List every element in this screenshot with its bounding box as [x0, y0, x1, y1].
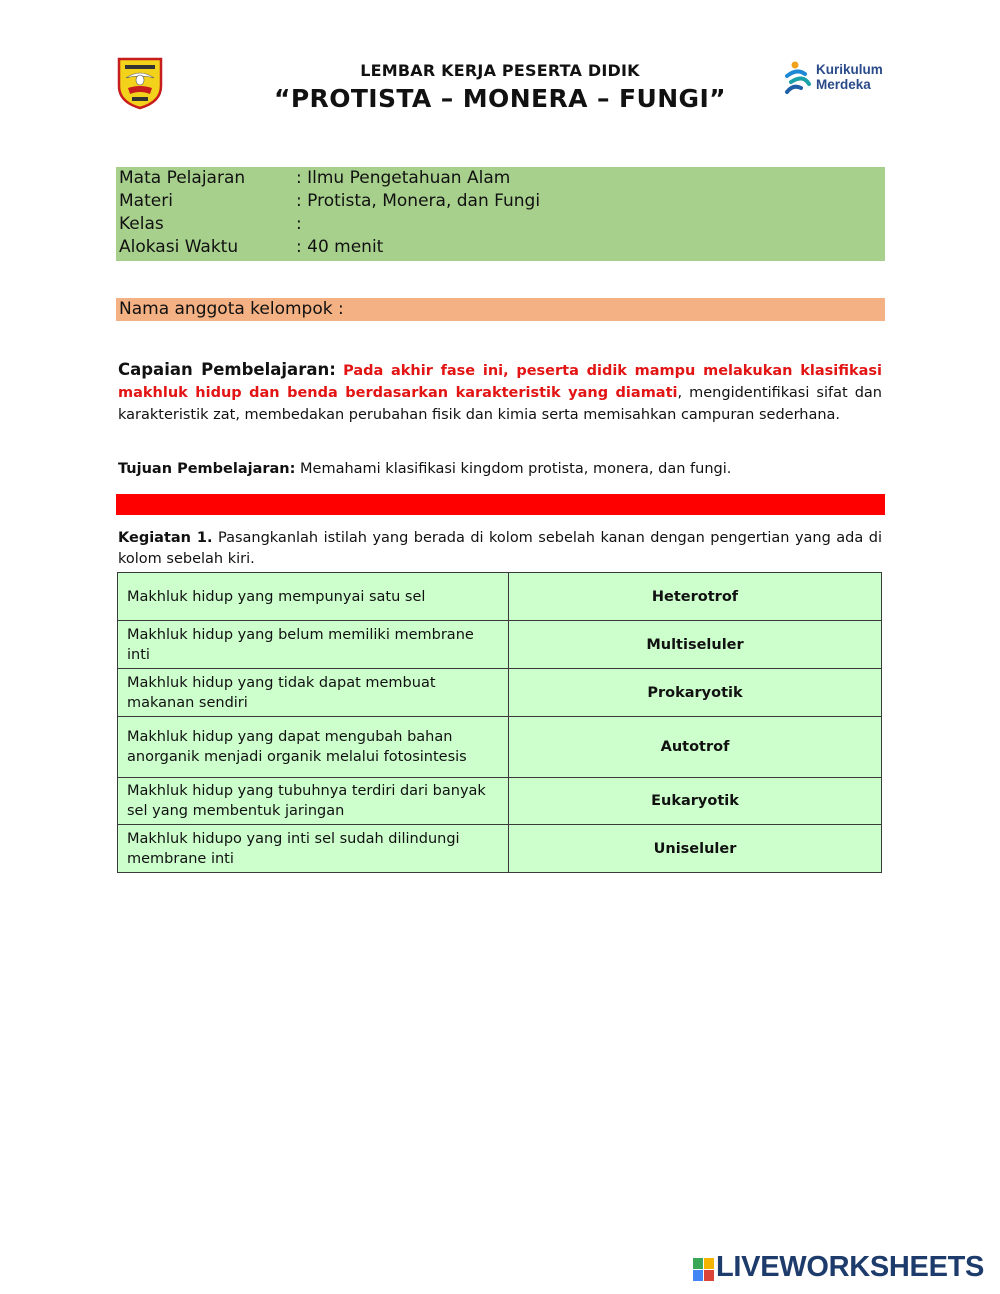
- definition-cell: Makhluk hidup yang tidak dapat membuat makanan sendiri: [118, 669, 509, 717]
- learning-objective-label: Tujuan Pembelajaran:: [118, 461, 296, 477]
- table-row: [118, 778, 882, 825]
- learning-outcome-label: Capaian Pembelajaran:: [118, 360, 336, 379]
- learning-outcome-highlight: Pada akhir fase ini, peserta didik mampu melakukan klasifikasi makhluk hidup dan benda berdasarkan karakteristik yang diamati: [118, 363, 882, 401]
- definition-cell: Makhluk hidupo yang inti sel sudah dilindungi membrane inti: [118, 825, 509, 873]
- term-cell[interactable]: Uniseluler: [509, 825, 882, 873]
- section-divider-bar: [116, 494, 885, 515]
- definition-cell: Makhluk hidup yang belum memiliki membrane inti: [118, 621, 509, 669]
- learning-outcome-paragraph: [118, 359, 882, 426]
- table-row: [118, 825, 882, 873]
- group-members-bar: [116, 298, 885, 321]
- definition-cell: Makhluk hidup yang tubuhnya terdiri dari banyak sel yang membentuk jaringan: [118, 778, 509, 825]
- activity-instruction: [118, 528, 882, 570]
- term-cell[interactable]: Eukaryotik: [509, 778, 882, 825]
- definition-cell: Makhluk hidup yang dapat mengubah bahan anorganik menjadi organik melalui fotosintesis: [118, 717, 509, 778]
- activity-label: Kegiatan 1.: [118, 530, 213, 546]
- term-cell[interactable]: Multiseluler: [509, 621, 882, 669]
- worksheet-subtitle: LEMBAR KERJA PESERTA DIDIK: [360, 61, 640, 80]
- worksheet-title: “PROTISTA – MONERA – FUNGI”: [274, 84, 726, 113]
- term-cell[interactable]: Autotrof: [509, 717, 882, 778]
- table-row: [118, 573, 882, 621]
- term-cell[interactable]: Heterotrof: [509, 573, 882, 621]
- learning-objective-paragraph: [118, 459, 882, 480]
- liveworksheets-icon: [693, 1258, 715, 1282]
- activity-text: Pasangkanlah istilah yang berada di kolom sebelah kanan dengan pengertian yang ada di kolom sebelah kiri.: [118, 530, 882, 567]
- table-row: [118, 621, 882, 669]
- table-row: [118, 717, 882, 778]
- liveworksheets-wordmark: LIVEWORKSHEETS: [716, 1251, 985, 1283]
- group-members-label: Nama anggota kelompok :: [119, 299, 344, 319]
- learning-outcome-rest: , mengidentifikasi sifat dan karakteristik zat, membedakan perubahan fisik dan kimia serta memisahkan campuran sederhana.: [118, 384, 882, 423]
- definition-cell: Makhluk hidup yang mempunyai satu sel: [118, 573, 509, 621]
- kurikulum-merdeka-wordmark: Kurikulum Merdeka: [816, 62, 883, 92]
- learning-objective-text: Memahami klasifikasi kingdom protista, monera, dan fungi.: [295, 461, 732, 477]
- matching-table: [117, 572, 882, 873]
- subject-info-box: Mata Pelajaran : Ilmu Pengetahuan Alam Materi : Protista, Monera, dan Fungi Kelas : Alokasi Waktu : 40 menit: [116, 167, 885, 261]
- table-row: [118, 669, 882, 717]
- term-cell[interactable]: Prokaryotik: [509, 669, 882, 717]
